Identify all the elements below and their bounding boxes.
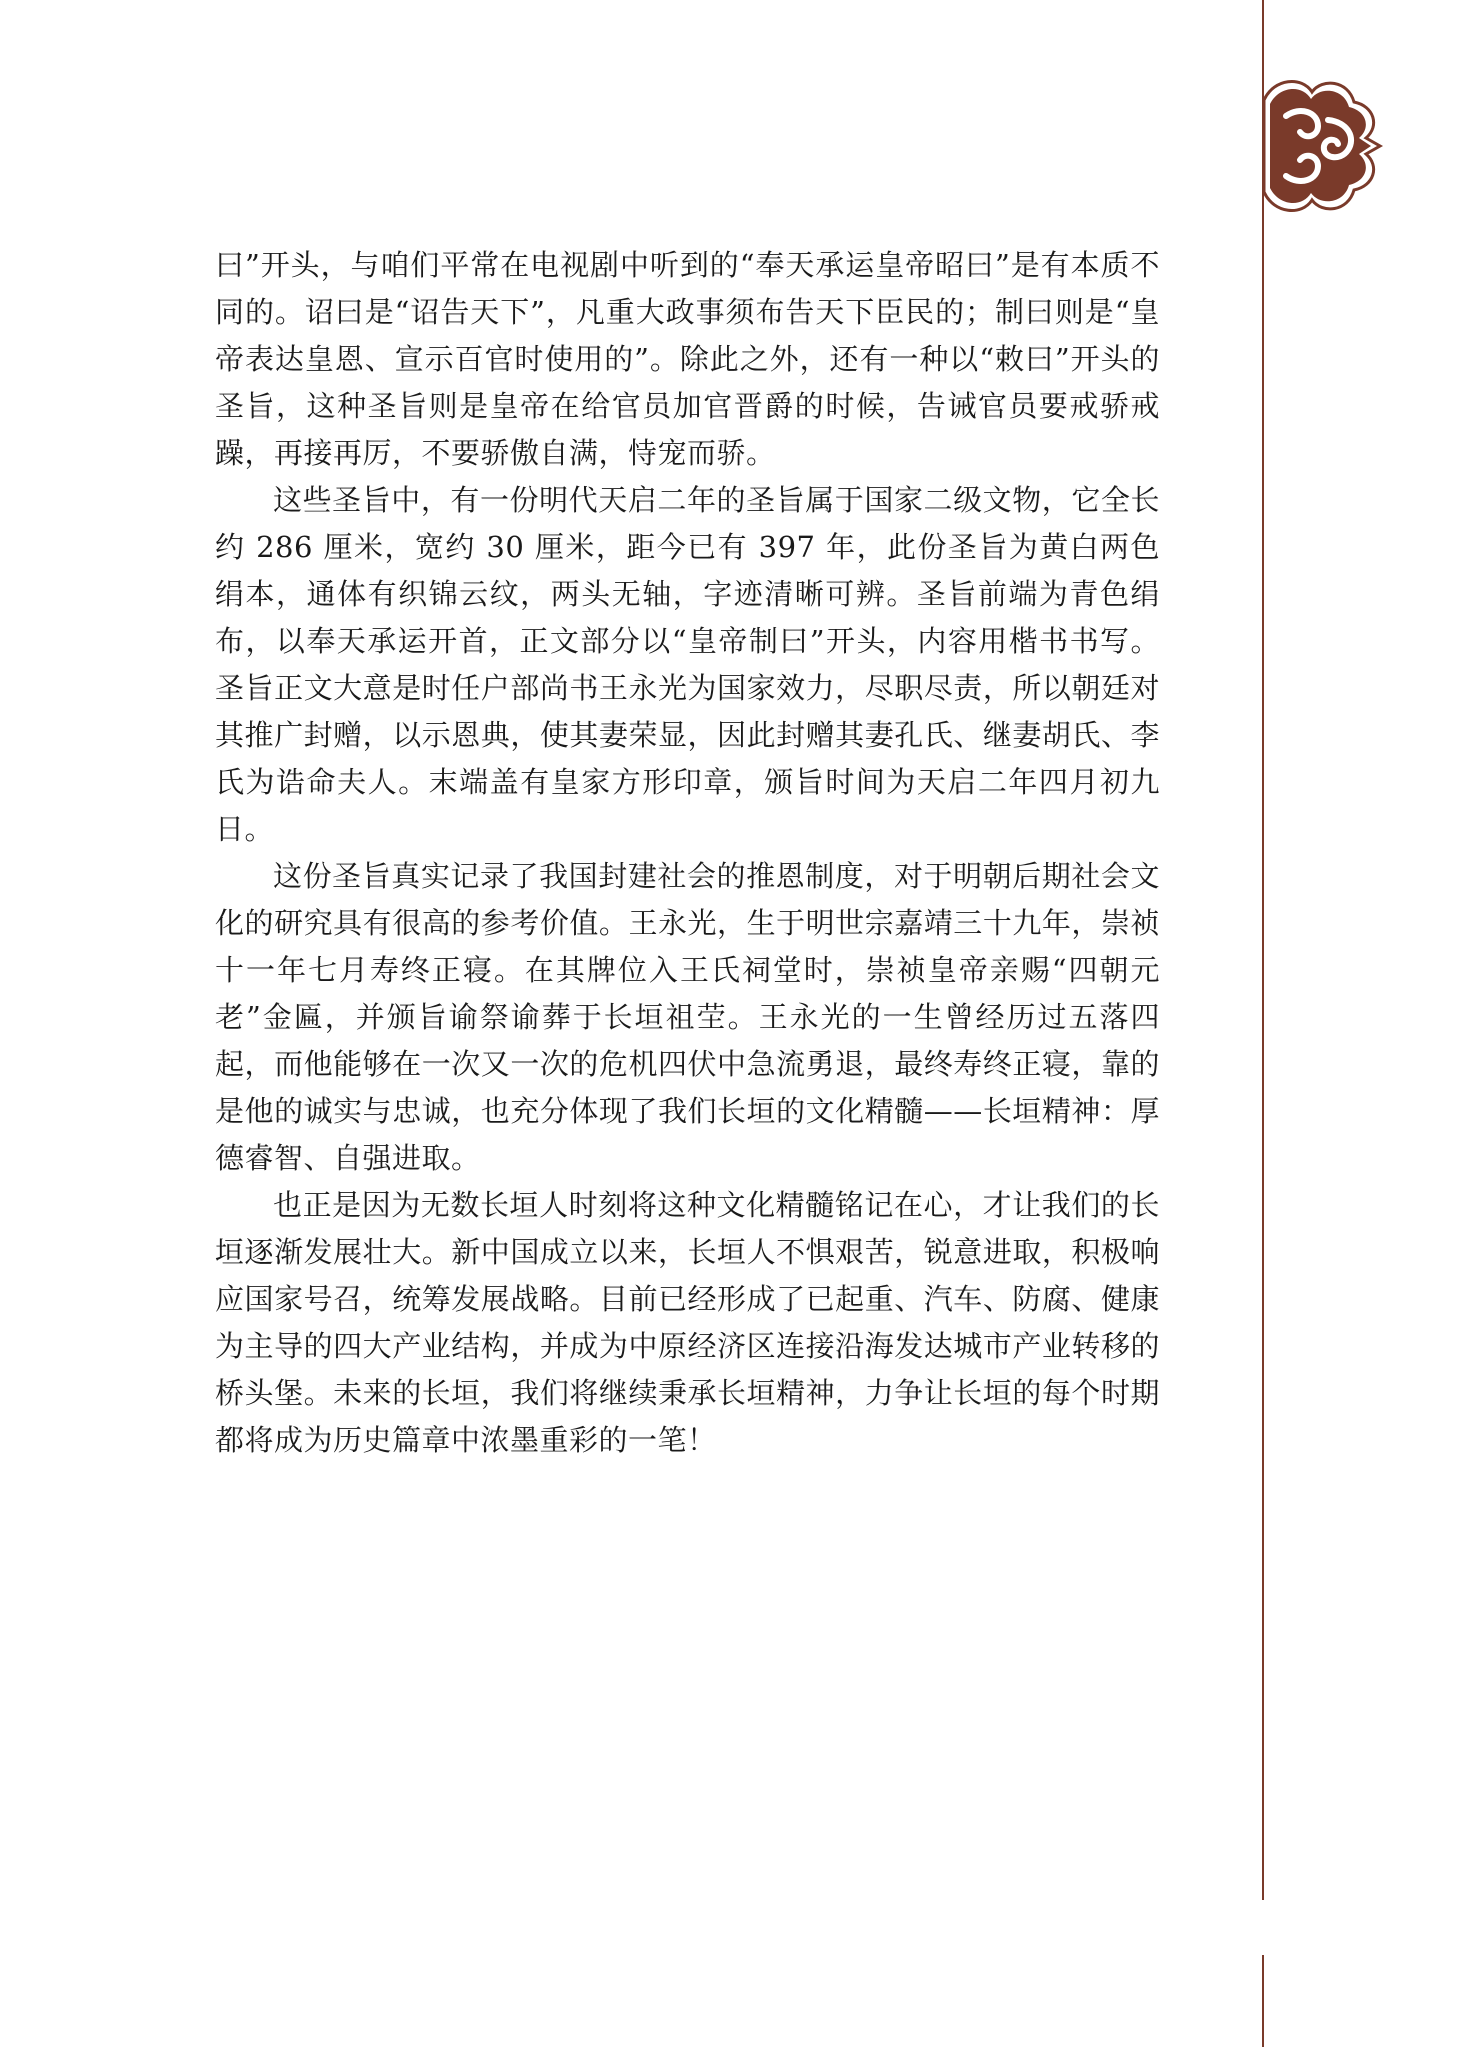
paragraph-4: 也正是因为无数长垣人时刻将这种文化精髓铭记在心，才让我们的长垣逐渐发展壮大。新中国成立以来，长垣人不惧艰苦，锐意进取，积极响应国家号召，统筹发展战略。目前已经形成了已起重、汽车、防腐、健康为主导的四大产业结构，并成为中原经济区连接沿海发达城市产业转移的桥头堡。未来的长垣，我们将继续秉承长垣精神，力争让长垣的每个时期都将成为历史篇章中浓墨重彩的一笔！ xyxy=(215,1188,1160,1457)
paragraph-3: 这份圣旨真实记录了我国封建社会的推恩制度，对于明朝后期社会文化的研究具有很高的参考价值。王永光，生于明世宗嘉靖三十九年，崇祯十一年七月寿终正寝。在其牌位入王氏祠堂时，崇祯皇帝亲赐“四朝元老”金匾，并颁旨谕祭谕葬于长垣祖茔。王永光的一生曾经历过五落四起，而他能够在一次又一次的危机四伏中急流勇退，最终寿终正寝，靠的是他的诚实与忠诚，也充分体现了我们长垣的文化精髓——长垣精神：厚德睿智、自强进取。 xyxy=(215,859,1160,1175)
cloud-scroll-icon xyxy=(1250,72,1385,217)
body-text xyxy=(215,242,1160,1464)
margin-rule-upper xyxy=(1262,0,1264,1900)
paragraph-1: 曰”开头，与咱们平常在电视剧中听到的“奉天承运皇帝昭曰”是有本质不同的。诏曰是“诏告天下”，凡重大政事须布告天下臣民的；制曰则是“皇帝表达皇恩、宣示百官时使用的”。除此之外，还有一种以“敕曰”开头的圣旨，这种圣旨则是皇帝在给官员加官晋爵的时候，告诫官员要戒骄戒躁，再接再厉，不要骄傲自满，恃宠而骄。 xyxy=(215,248,1160,470)
paragraph-2: 这些圣旨中，有一份明代天启二年的圣旨属于国家二级文物，它全长约 286 厘米，宽约 30 厘米，距今已有 397 年，此份圣旨为黄白两色绢本，通体有织锦云纹，两头无轴，字迹清晰可辨。圣旨前端为青色绢布，以奉天承运开首，正文部分以“皇帝制曰”开头，内容用楷书书写。圣旨正文大意是时任户部尚书王永光为国家效力，尽职尽责，所以朝廷对其推广封赠，以示恩典，使其妻荣显，因此封赠其妻孔氏、继妻胡氏、李氏为诰命夫人。末端盖有皇家方形印章，颁旨时间为天启二年四月初九日。 xyxy=(215,483,1160,846)
margin-rule-lower xyxy=(1262,1955,1264,2047)
